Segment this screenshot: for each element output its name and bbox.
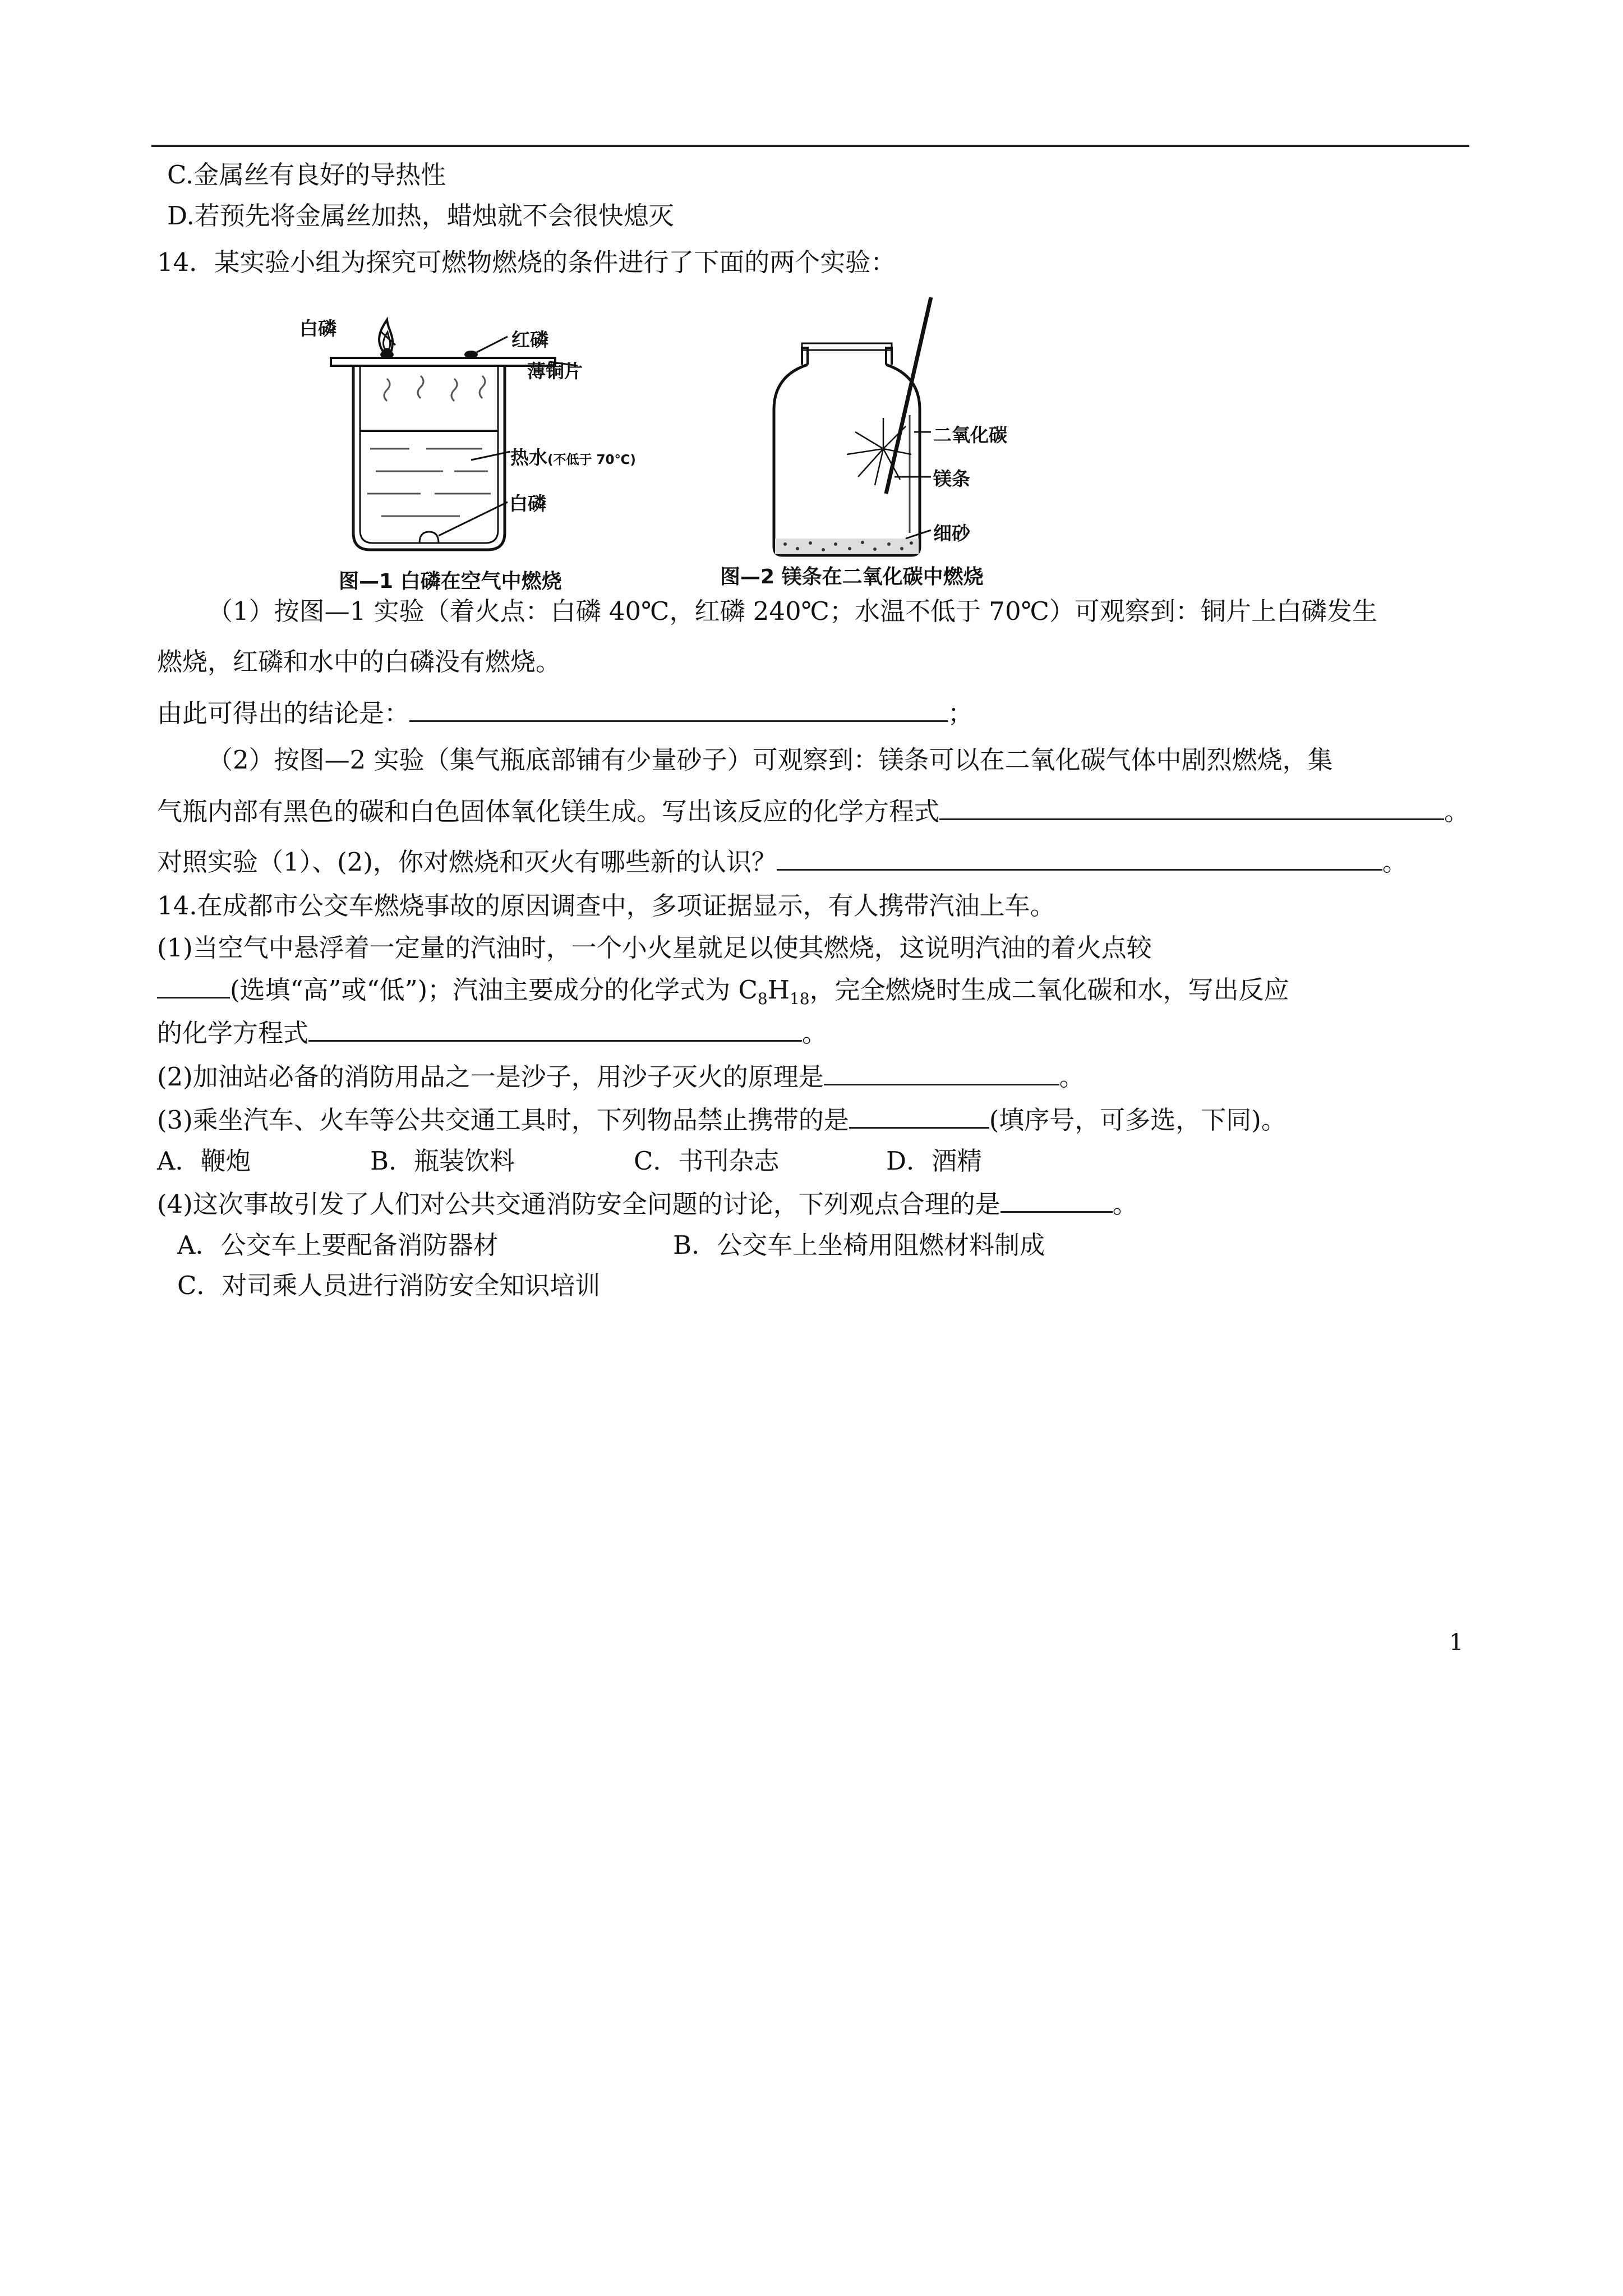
fig2-caption: 图—2 镁条在二氧化碳中燃烧 [720,565,984,588]
fig2-label-sand: 细砂 [933,522,970,544]
sub-3-option-a: A．鞭炮 [157,1146,251,1176]
sub-3-option-b: B．瓶装饮料 [370,1146,515,1176]
figure-1-beaker [314,309,662,567]
question-14-title: 14．某实验小组为探究可燃物燃烧的条件进行了下面的两个实验： [157,247,896,277]
part-2-equation-line: 气瓶内部有黑色的碳和白色固体氧化镁生成。写出该反应的化学方程式 。 [157,794,1469,827]
equation-answer-blank[interactable] [939,794,1444,820]
sub-4-option-b: B．公交车上坐椅用阻燃材料制成 [673,1230,1045,1260]
header-rule [151,145,1469,147]
conclusion-answer-blank[interactable] [409,696,948,722]
sub-1-line-b: (选填“高”或“低”)；汽油主要成分的化学式为 $C_8H_{18}$，完全燃烧时生成二氧化碳和水，写出反应 [157,972,1289,1006]
fig1-label-hot-water-note: (不低于 70℃) [547,453,636,467]
sub-3-option-d: D．酒精 [886,1146,983,1176]
fig1-label-white-phosphorus-bottom: 白磷 [509,493,546,514]
fig1-label-copper-plate: 薄铜片 [527,360,583,382]
fig2-label-co2: 二氧化碳 [933,424,1007,446]
sub-4-option-c: C．对司乘人员进行消防安全知识培训 [177,1271,601,1300]
option-c-line: C.金属丝有良好的导热性 [167,160,446,190]
fig1-label-white-phosphorus-top: 白磷 [299,318,336,339]
sub-1-line-c: 的化学方程式 。 [157,1015,827,1049]
part-2-line-a: （2）按图—2 实验（集气瓶底部铺有少量砂子）可观察到：镁条可以在二氧化碳气体中剧烈燃烧，集 [208,745,1333,775]
sub-4-option-a: A．公交车上要配备消防器材 [177,1230,499,1260]
part-1-line-b: 燃烧，红磷和水中的白磷没有燃烧。 [157,647,561,677]
question-14b-title: 14.在成都市公交车燃烧事故的原因调查中，多项证据显示，有人携带汽油上车。 [157,891,1055,921]
sub-4-line: (4)这次事故引发了人们对公共交通消防安全问题的讨论，下列观点合理的是 。 [157,1186,1138,1220]
part-1-line-a: （1）按图—1 实验（着火点：白磷 40℃，红磷 240℃；水温不低于 70℃）可观察到：铜片上白磷发生 [208,595,1377,628]
insight-answer-blank[interactable] [777,844,1382,871]
fig1-caption: 图—1 白磷在空气中燃烧 [339,570,562,593]
part-1-conclusion-line: 由此可得出的结论是： ； [157,696,973,729]
fig1-label-hot-water: 热水(不低于 70℃) [510,447,636,468]
sand-principle-blank[interactable] [824,1059,1059,1085]
sub-3-option-c: C．书刊杂志 [634,1146,780,1176]
part-3-new-insight-line: 对照实验（1）、(2)，你对燃烧和灭火有哪些新的认识？ 。 [157,844,1408,878]
fig2-label-mg: 镁条 [933,468,970,490]
sub-1-line-a: (1)当空气中悬浮着一定量的汽油时，一个小火星就足以使其燃烧，这说明汽油的着火点较 [157,933,1152,963]
option-d-line: D.若预先将金属丝加热，蜡烛就不会很快熄灭 [167,201,674,231]
prohibited-items-blank[interactable] [849,1102,989,1129]
sub-3-line: (3)乘坐汽车、火车等公共交通工具时，下列物品禁止携带的是 (填序号，可多选，下同)。 [157,1102,1287,1136]
sub-2-line: (2)加油站必备的消防用品之一是沙子，用沙子灭火的原理是 。 [157,1059,1085,1093]
fig1-label-red-phosphorus: 红磷 [511,329,548,351]
gasoline-equation-blank[interactable] [308,1015,802,1042]
reasonable-views-blank[interactable] [1000,1186,1113,1213]
page-number: 1 [1449,1630,1464,1655]
ignition-point-blank[interactable] [157,972,230,999]
